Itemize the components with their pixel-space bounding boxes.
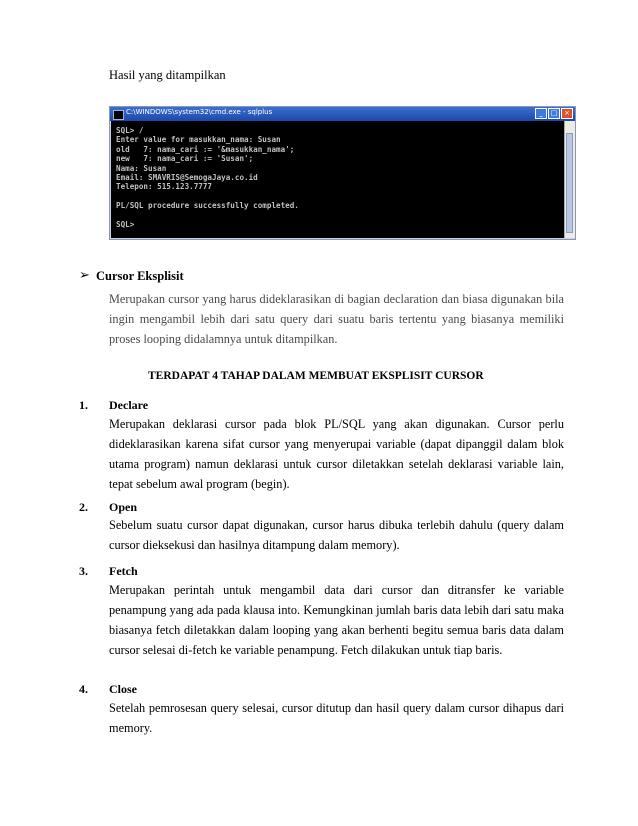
bullet-arrow-icon: ➢ — [79, 268, 90, 283]
bullet-paragraph: Merupakan cursor yang harus dideklarasikan di bagian declaration dan biasa digunakan bila ingin mengambil lebih dari satu query dari suatu baris tertentu yang biasanya memiliki proses looping didalamnya untuk ditampilkan. — [109, 292, 564, 346]
step-text: Merupakan perintah untuk mengambil data dari cursor dan ditransfer ke variable penampung yang ada pada klausa into. Kemungkinan jumlah baris data lebih dari satu maka biasanya fetch diletakkan dalam looping yang akan berhenti begitu semua baris data dalam cursor selesai di-fetch ke variable penampung. Fetch dilakukan untuk tiap baris. — [109, 583, 564, 657]
step-title: Close — [109, 682, 137, 696]
console-scrollbar[interactable] — [564, 121, 575, 238]
intro-text: Hasil yang ditampilkan — [109, 68, 226, 82]
minimize-button[interactable]: _ — [535, 108, 547, 119]
step-number: 1. — [79, 398, 88, 412]
maximize-button[interactable]: □ — [548, 108, 560, 119]
step-text: Setelah pemrosesan query selesai, cursor ditutup dan hasil query dalam cursor dihapus dari memory. — [109, 701, 564, 735]
step-title: Declare — [109, 398, 149, 412]
step-number: 4. — [79, 682, 88, 696]
console-output[interactable] — [111, 121, 565, 238]
bullet-title: Cursor Eksplisit — [96, 269, 184, 283]
console-title: C:\WINDOWS\system32\cmd.exe - sqlplus — [126, 108, 273, 116]
window-controls — [535, 108, 573, 119]
step-number: 2. — [79, 500, 88, 514]
step-text: Sebelum suatu cursor dapat digunakan, cursor harus dibuka terlebih dahulu (query dalam cursor dieksekusi dan hasilnya ditampung dalam memory). — [109, 518, 564, 552]
console-app-icon — [113, 110, 124, 120]
console-title-bar[interactable] — [110, 107, 575, 121]
scrollbar-thumb[interactable] — [566, 133, 573, 233]
step-title: Open — [109, 500, 138, 514]
step-number: 3. — [79, 564, 88, 578]
step-title: Fetch — [109, 564, 138, 578]
close-button[interactable]: × — [561, 108, 573, 119]
step-text: Merupakan deklarasi cursor pada blok PL/SQL yang akan digunakan. Cursor perlu dideklarasikan karena sifat cursor yang menyerupai variable (dapat dipanggil dalam blok utama program) namun deklarasi untuk cursor diletakkan setelah deklarasi variable lain, tepat sebelum awal program (begin). — [109, 417, 564, 491]
console-window — [109, 106, 576, 240]
console-text: SQL> / Enter value for masukkan_nama: Susan old 7: nama_cari := '&masukkan_nama'; new 7: nama_cari := 'Susan'; Nama: Susan Email: SMAVRIS@SemogaJaya.co.id Telepon: 515.123.7777 PL/SQL procedure successfully completed. SQL> — [116, 126, 299, 230]
section-heading: TERDAPAT 4 TAHAP DALAM MEMBUAT EKSPLISIT CURSOR — [148, 370, 484, 382]
